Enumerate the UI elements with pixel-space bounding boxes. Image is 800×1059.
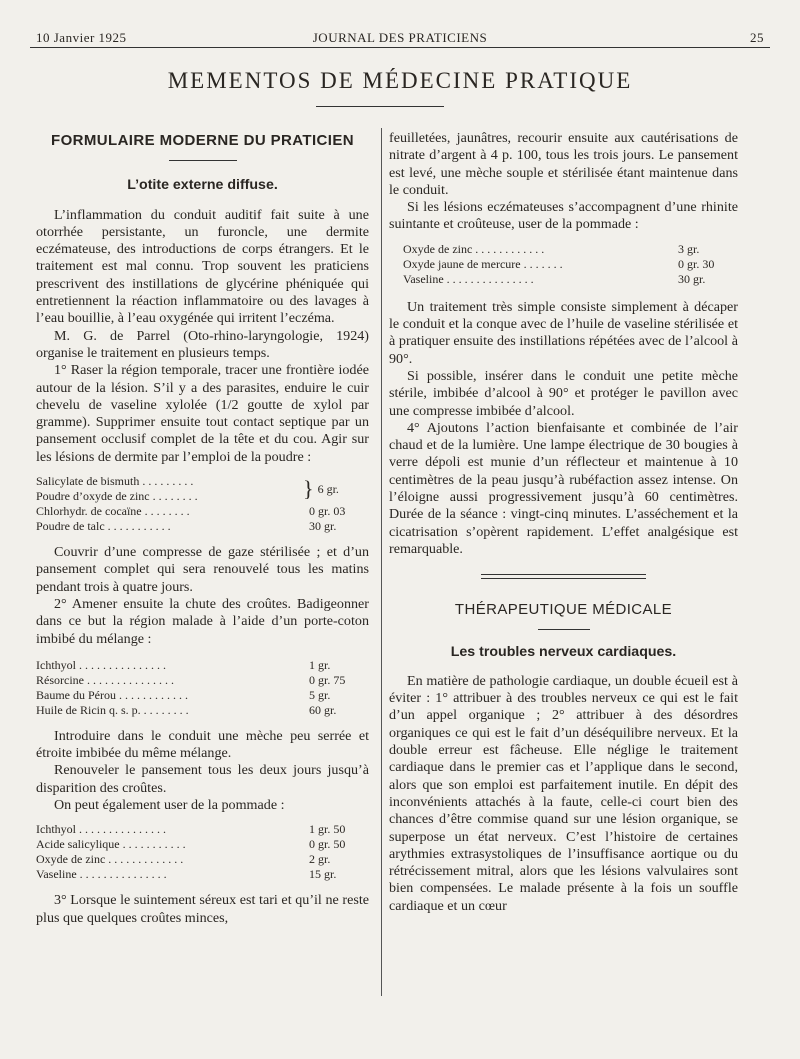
prescription-row: Acide salicylique . . . . . . . . . . . 0 gr. 50: [36, 837, 346, 852]
prescription-row: Salicylate de bismuth . . . . . . . . .: [36, 474, 194, 489]
header-journal: JOURNAL DES PRATICIENS: [312, 30, 488, 45]
paragraph: Renouveler le pansement tous les deux jours jusqu’à disparition des croûtes.: [36, 762, 369, 796]
paragraph: feuilletées, jaunâtres, recourir ensuite aux cautérisations de nitrate d’argent à 4 p. 100, tous les trois jours. Le pansement est levé, une mèche souple et stérilisée étant maintenue dans le conduit.: [389, 130, 738, 198]
prescription-row: Chlorhydr. de cocaïne . . . . . . . . 0 gr. 03: [36, 504, 346, 519]
prescription-rhinite: [403, 242, 738, 287]
prescription-row: Oxyde de zinc . . . . . . . . . . . . . 2 gr.: [36, 852, 331, 867]
prescription-bracket-group: [36, 474, 369, 504]
paragraph: En matière de pathologie cardiaque, un double écueil est à éviter : 1° attribuer à des troubles nerveux ce qui est le fait d’un appel organique ; 2° attribuer à des désordres organiques ce qui est le fait d’un déséquilibre nerveux. Et la double erreur est fâcheuse. Elle néglige le traitement cardiaque dans le premier cas et l’applique dans le second, alors que son emploi est parfaitement inutile. En dépit des inconvénients attachés à la faute, celle-ci court bien des chances d’être commise quand sur une lésion organique, se superpose un état nerveux. C’est l’histoire de certaines arythmies extrasystoliques de l’insuffisance aortique ou du rétrécissement mitral, alors que les lésions valvulaires sont bien compensées. Le malade présente à la fois un souffle cardiaque et un cœur: [389, 672, 738, 914]
paragraph: Introduire dans le conduit une mèche peu serrée et étroite imbibée du même mélange.: [36, 727, 369, 762]
header-date: 10 Janvier 1925: [36, 30, 127, 45]
prescription-mixture: [36, 658, 369, 718]
right-column: [389, 130, 738, 915]
page-title: MEMENTOS DE MÉDECINE PRATIQUE: [167, 68, 633, 93]
section-heading-formulaire: FORMULAIRE MODERNE DU PRATICIEN: [51, 132, 354, 149]
paragraph: 4° Ajoutons l’action bienfaisante et combinée de l’air chaud et de la lumière. Une lampe électrique de 30 bougies à verre dépoli est munie d’un réflecteur et maintenue à 10 centimètres de la peau jusqu’à rubéfaction assez intense. On l’éloigne aussi progressivement jusqu’à 60 centimètres. Durée de la séance : vingt-cinq minutes. L’asséchement et la cicatrisation s’opèrent rapidement. L’effet analgésique est remarquable.: [389, 419, 738, 557]
paragraph: 2° Amener ensuite la chute des croûtes. Badigeonner dans ce but la région malade à l’aide d’un porte-coton imbibé du mélange :: [36, 595, 369, 647]
paragraph: L’inflammation du conduit auditif fait suite à une otorrhée persistante, un furoncle, une dermite eczémateuse, des introductions de corps étrangers. Et le traitement est mal connu. Trop souvent les praticiens prescrivent des instillations de glycérine phéniquée qui entretiennent la réaction inflammatoire ou des lavages à l’eau bouillie, à l’eau oxygénée qui irritent l’eczéma.: [36, 206, 369, 327]
brace-symbol: }: [303, 476, 314, 502]
prescription-row: Oxyde de zinc . . . . . . . . . . . . 3 gr.: [403, 241, 700, 256]
paragraph: M. G. de Parrel (Oto-rhino-laryngologie, 1924) organise le traitement en plusieurs temps.: [36, 327, 369, 361]
prescription-row: Vaseline . . . . . . . . . . . . . . . 30 gr.: [403, 271, 706, 286]
header-page-number: 25: [750, 30, 764, 45]
paragraph: Si possible, insérer dans le conduit une petite mèche stérile, imbibée d’alcool à 90° et protéger le pavillon avec une compresse imbibée d’alcool.: [389, 367, 738, 419]
section-rule: [538, 629, 590, 630]
prescription-dose: 6 gr.: [317, 481, 339, 496]
prescription-row: Huile de Ricin q. s. p. . . . . . . . . 60 gr.: [36, 702, 337, 717]
running-header: [36, 30, 764, 46]
article-title-otite: L’otite externe diffuse.: [127, 177, 278, 194]
prescription-row: Résorcine . . . . . . . . . . . . . . . 0 gr. 75: [36, 672, 346, 687]
prescription-row: Ichthyol . . . . . . . . . . . . . . . 1 gr.: [36, 657, 331, 672]
column-divider: [381, 128, 382, 996]
prescription-powder: [36, 474, 369, 534]
prescription-row: Oxyde jaune de mercure . . . . . . . 0 gr. 30: [403, 256, 715, 271]
prescription-row: Poudre de talc . . . . . . . . . . . 30 gr.: [36, 519, 337, 534]
prescription-row: Vaseline . . . . . . . . . . . . . . . 15 gr.: [36, 867, 337, 882]
paragraph: On peut également user de la pommade :: [54, 797, 285, 814]
section-double-rule: [481, 574, 646, 579]
prescription-ointment: [36, 822, 369, 882]
prescription-row: Baume du Pérou . . . . . . . . . . . . 5 gr.: [36, 687, 331, 702]
paragraph: Un traitement très simple consiste simplement à décaper le conduit et la conque avec de l’huile de vaseline stérilisée et à pratiquer ensuite des instillations répétées avec de l’alcool à 90°.: [389, 298, 738, 367]
article-title-troubles: Les troubles nerveux cardiaques.: [450, 643, 677, 660]
section-rule: [169, 160, 237, 161]
section-heading-therapeutique: THÉRAPEUTIQUE MÉDICALE: [454, 601, 673, 619]
paragraph: 1° Raser la région temporale, tracer une frontière iodée autour de la lésion. S’il y a des parasites, enduire le cuir chevelu de vaseline xylolée (1/2 goutte de xylol par gramme). Supprimer ensuite tout contact septique par un pansement occlusif complet de la tête et du cou. Agir sur les lésions de dermite par l’emploi de la poudre :: [36, 362, 369, 465]
prescription-row: Poudre d’oxyde de zinc . . . . . . . .: [36, 489, 198, 504]
paragraph: Si les lésions eczémateuses s’accompagnent d’une rhinite suintante et croûteuse, user de la pommade :: [389, 199, 738, 233]
prescription-row: Ichthyol . . . . . . . . . . . . . . . 1 gr. 50: [36, 822, 346, 837]
paragraph: Couvrir d’une compresse de gaze stérilisée ; et d’un pansement complet qui sera renouvelé tous les matins pendant trois à quatre jours.: [36, 544, 369, 595]
left-column: [36, 130, 369, 927]
title-rule: [316, 106, 444, 107]
paragraph: 3° Lorsque le suintement séreux est tari et qu’il ne reste plus que quelques croûtes minces,: [36, 892, 369, 926]
header-rule: [30, 47, 770, 48]
